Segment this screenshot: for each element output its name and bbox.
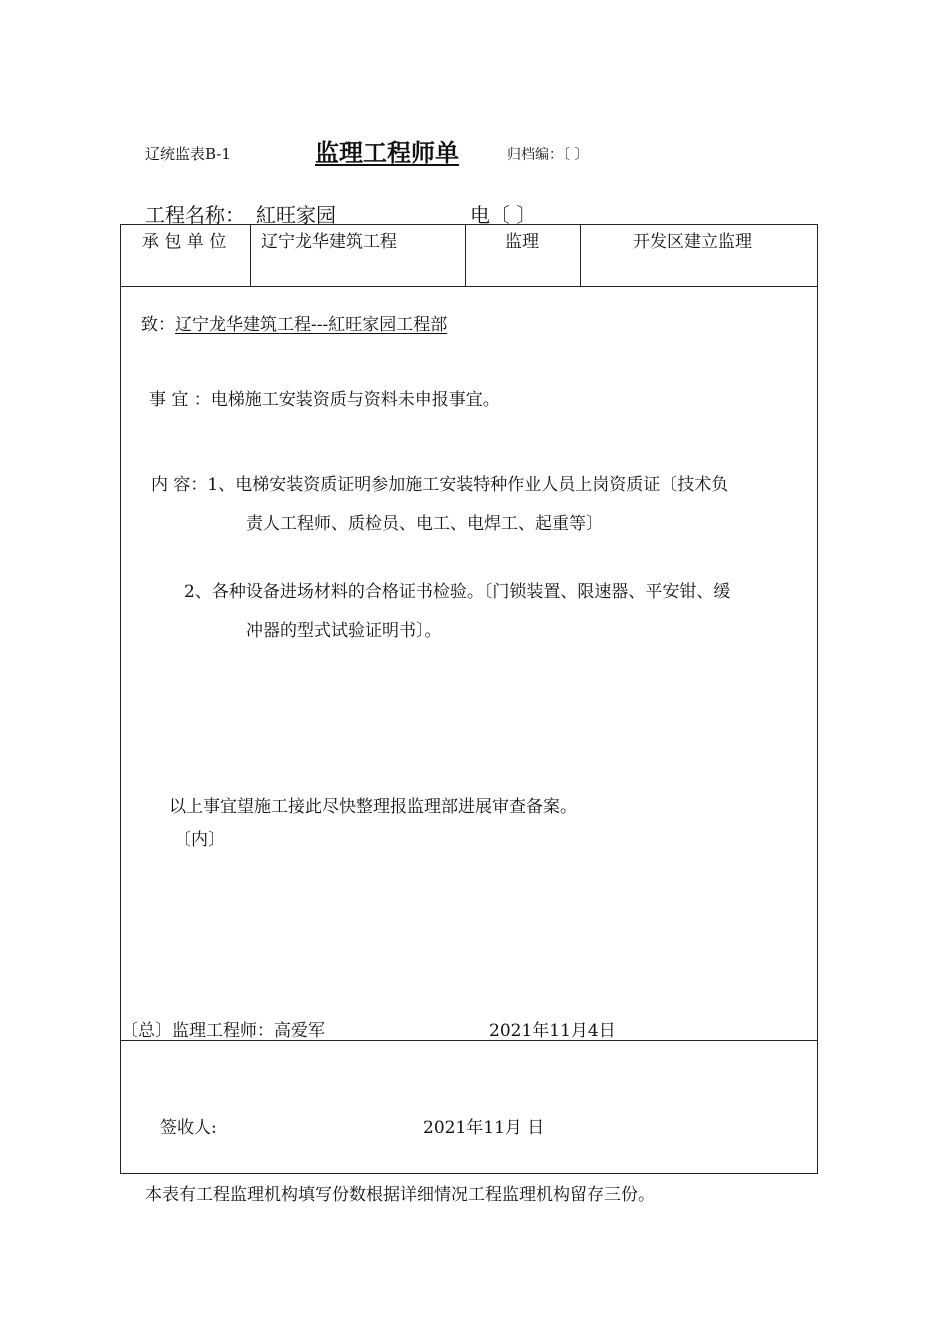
content-item-1-line-1: 内 容：1、电梯安装资质证明参加施工安装特种作业人员上岗资质证〔技术负 xyxy=(151,475,729,495)
notice-date: 2021年11月4日 xyxy=(489,1021,616,1041)
column-divider xyxy=(250,225,251,286)
phone-field: 电〔 〕 xyxy=(470,203,537,227)
contractor-label: 承 包 单 位 xyxy=(142,232,227,252)
supervisor-label: 监理 xyxy=(505,232,539,252)
archive-number: 归档编：〔 〕 xyxy=(507,147,589,163)
recipient-label: 致： xyxy=(141,315,175,335)
row-divider xyxy=(121,286,817,287)
column-divider xyxy=(465,225,466,286)
content-item-1-line-2: 责人工程师、质检员、电工、电焊工、起重等〕 xyxy=(246,514,603,534)
recipient-value: 辽宁龙华建筑工程---紅旺家园工程部 xyxy=(175,315,448,335)
recipient-line xyxy=(141,310,447,335)
document-title: 监理工程师单 xyxy=(315,139,459,167)
subject-line: 事 宜 ：电梯施工安装资质与资料未申报事宜。 xyxy=(149,390,500,410)
request-line: 以上事宜望施工接此尽快整理报监理部进展审查备案。 xyxy=(169,797,577,817)
supervisor-value: 开发区建立监理 xyxy=(633,232,752,252)
inner-note: 〔内〕 xyxy=(174,830,225,850)
form-code: 辽统监表B-1 xyxy=(145,145,231,163)
content-item-2-line-1: 2、各种设备进场材料的合格证书检验。〔门锁装置、限速器、平安钳、缓 xyxy=(184,582,731,602)
engineer-signature: 〔总〕监理工程师：高爱军 xyxy=(121,1021,325,1041)
project-name-value: 紅旺家园 xyxy=(256,203,336,227)
content-item-2-line-2: 冲器的型式试验证明书〕。 xyxy=(246,621,442,641)
project-name-label: 工程名称： xyxy=(145,203,245,227)
signer-label: 签收人: xyxy=(160,1118,217,1138)
contractor-value: 辽宁龙华建筑工程 xyxy=(261,232,397,252)
column-divider xyxy=(580,225,581,286)
receipt-date: 2021年11月 日 xyxy=(423,1118,545,1138)
footer-note: 本表有工程监理机构填写份数根据详细情况工程监理机构留存三份。 xyxy=(145,1185,655,1205)
notice-table xyxy=(120,224,818,1174)
